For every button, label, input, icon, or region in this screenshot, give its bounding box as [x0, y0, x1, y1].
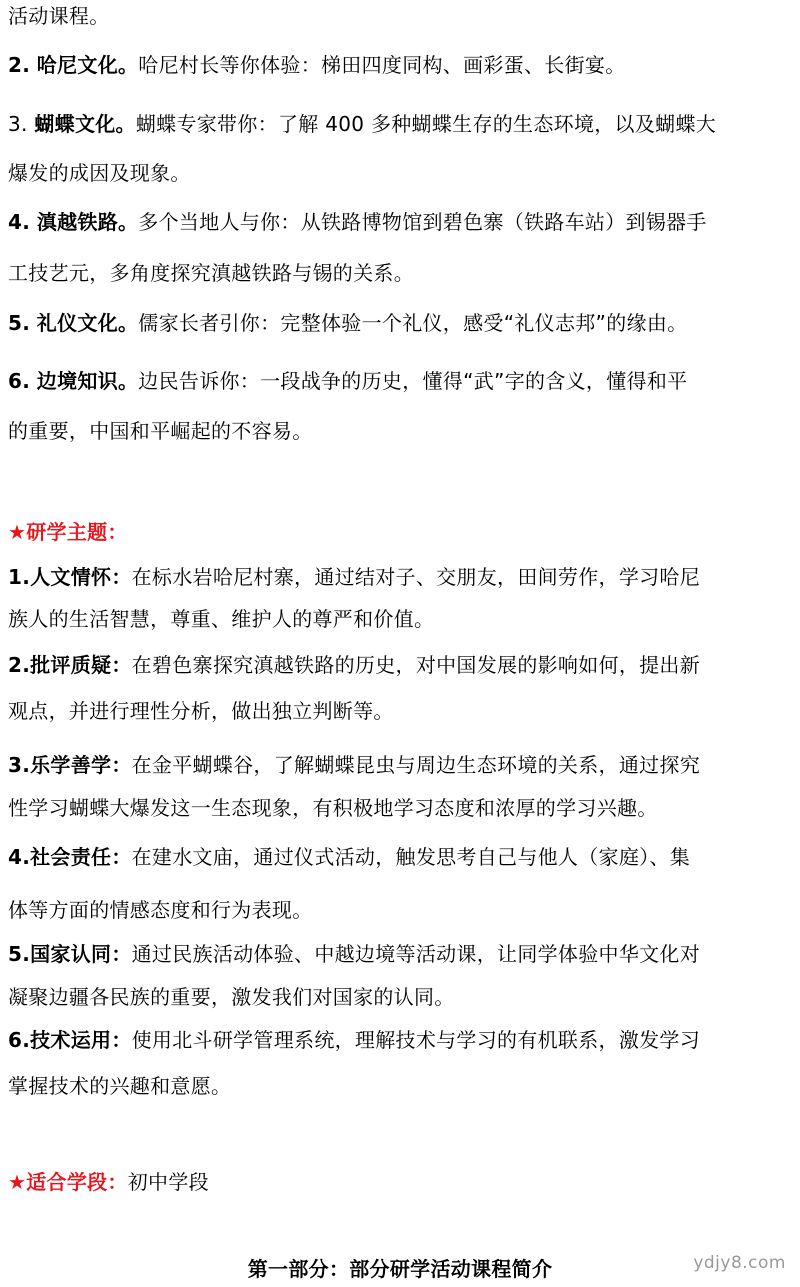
theme-text: 在金平蝴蝶谷，了解蝴蝶昆虫与周边生态环境的关系，通过探究 [131, 753, 701, 777]
theme-text: 族人的生活智慧，尊重、维护人的尊严和价值。 [8, 607, 435, 631]
theme-item-5 [8, 940, 788, 968]
theme-number: 6. [8, 1028, 31, 1052]
themes-heading: ★研学主题： [8, 520, 128, 544]
theme-title: 批评质疑： [30, 653, 132, 677]
watermark: ydjy8.com [693, 1253, 786, 1273]
theme-title: 社会责任： [30, 845, 132, 869]
theme-item-3-continuation [8, 794, 788, 822]
activity-item-6 [8, 367, 788, 395]
theme-item-1-continuation [8, 605, 788, 633]
theme-text: 体等方面的情感态度和行为表现。 [8, 898, 313, 922]
theme-item-2 [8, 651, 788, 679]
theme-item-4 [8, 843, 788, 871]
stage-heading: ★适合学段： [8, 1170, 128, 1194]
activity-text: 蝴蝶专家带你：了解 400 多种蝴蝶生存的生态环境，以及蝴蝶大 [135, 112, 717, 136]
activity-text: 工技艺元，多角度探究滇越铁路与锡的关系。 [8, 261, 414, 285]
theme-text: 性学习蝴蝶大爆发这一生态现象，有积极地学习态度和浓厚的学习兴趣。 [8, 796, 658, 820]
intro-tail-line [8, 2, 788, 30]
theme-title: 国家认同： [30, 942, 132, 966]
theme-item-5-continuation [8, 983, 788, 1011]
theme-text: 掌握技术的兴趣和意愿。 [8, 1074, 232, 1098]
theme-text: 在标水岩哈尼村寨，通过结对子、交朋友，田间劳作，学习哈尼 [131, 565, 701, 589]
theme-item-4-continuation [8, 896, 788, 924]
theme-text: 在碧色寨探究滇越铁路的历史，对中国发展的影响如何，提出新 [131, 653, 701, 677]
theme-item-3 [8, 751, 788, 779]
theme-number: 3. [8, 753, 31, 777]
activity-item-4 [8, 208, 788, 236]
activity-number: 4. [8, 210, 31, 234]
activity-title: 礼仪文化。 [36, 311, 139, 335]
section-title: 第一部分：部分研学活动课程简介 [247, 1257, 553, 1281]
theme-title: 人文情怀： [30, 565, 132, 589]
activity-item-4-continuation [8, 259, 788, 287]
theme-text: 在建水文庙，通过仪式活动，触发思考自己与他人（家庭）、集 [131, 845, 691, 869]
activity-text: 儒家长者引你：完整体验一个礼仪，感受“礼仪志邦”的缘由。 [138, 311, 688, 335]
activity-number: 2. [8, 53, 31, 77]
activity-title: 哈尼文化。 [36, 53, 139, 77]
activity-text: 多个当地人与你：从铁路博物馆到碧色寨（铁路车站）到锡器手 [138, 210, 707, 234]
theme-number: 2. [8, 653, 31, 677]
activity-number: 6. [8, 369, 31, 393]
theme-text: 凝聚边疆各民族的重要，激发我们对国家的认同。 [8, 985, 455, 1009]
theme-text: 使用北斗研学管理系统，理解技术与学习的有机联系，激发学习 [131, 1028, 701, 1052]
theme-item-6-continuation [8, 1072, 788, 1100]
theme-number: 5. [8, 942, 31, 966]
theme-item-1 [8, 563, 788, 591]
activity-item-6-continuation [8, 417, 788, 445]
activity-item-2 [8, 51, 788, 79]
activity-number: 5. [8, 311, 31, 335]
intro-tail-text: 活动课程。 [8, 4, 110, 28]
theme-text: 通过民族活动体验、中越边境等活动课，让同学体验中华文化对 [131, 942, 701, 966]
theme-item-6 [8, 1026, 788, 1054]
theme-title: 乐学善学： [30, 753, 132, 777]
stage-line [8, 1168, 788, 1196]
activity-text: 的重要，中国和平崛起的不容易。 [8, 419, 313, 443]
theme-number: 4. [8, 845, 31, 869]
theme-item-2-continuation [8, 697, 788, 725]
activity-text: 爆发的成因及现象。 [8, 161, 191, 185]
theme-title: 技术运用： [30, 1028, 132, 1052]
activity-item-3 [8, 110, 788, 138]
activity-text: 哈尼村长等你体验：梯田四度同构、画彩蛋、长街宴。 [138, 53, 626, 77]
theme-text: 观点，并进行理性分析，做出独立判断等。 [8, 699, 394, 723]
activity-item-3-continuation [8, 159, 788, 187]
stage-value: 初中学段 [127, 1170, 209, 1194]
activity-number: 3. [8, 112, 28, 136]
activity-title: 边境知识。 [36, 369, 139, 393]
activity-text: 边民告诉你：一段战争的历史，懂得“武”字的含义，懂得和平 [138, 369, 688, 393]
activity-title: 蝴蝶文化。 [34, 112, 136, 136]
activity-title: 滇越铁路。 [36, 210, 139, 234]
theme-number: 1. [8, 565, 31, 589]
activity-item-5 [8, 309, 788, 337]
